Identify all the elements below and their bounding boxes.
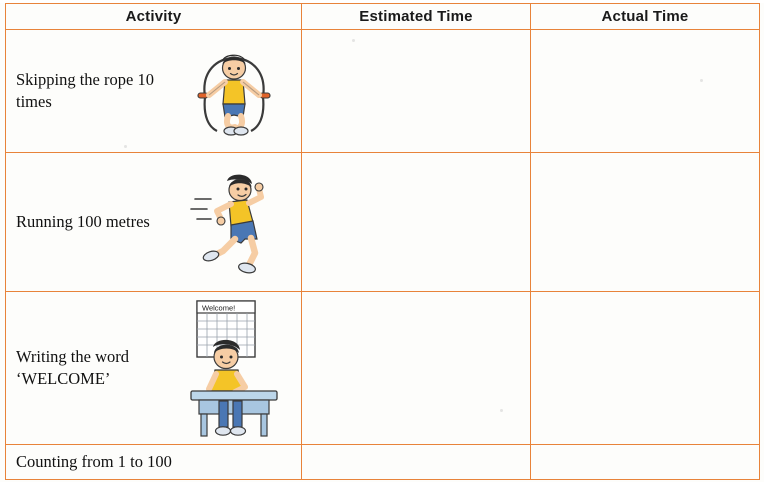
- table-row: [6, 30, 760, 153]
- activity-cell-writing: [6, 292, 302, 445]
- actual-time-cell[interactable]: [531, 153, 760, 292]
- column-header-actual-time: Actual Time: [531, 4, 760, 30]
- scan-speck: [500, 409, 503, 412]
- worksheet-page: [0, 3, 764, 482]
- activity-label: Writing the word ‘WELCOME’: [16, 346, 129, 388]
- actual-time-cell[interactable]: [531, 30, 760, 153]
- actual-time-cell[interactable]: [531, 445, 760, 480]
- table-row: [6, 153, 760, 292]
- scan-speck: [700, 79, 703, 82]
- activity-label: Running 100 metres: [16, 211, 150, 231]
- activity-label: Skipping the rope 10 times: [16, 69, 154, 111]
- boy-skipping-rope-illustration: [166, 30, 301, 152]
- activity-time-table: [5, 3, 760, 480]
- estimated-time-cell[interactable]: [302, 153, 531, 292]
- estimated-time-cell[interactable]: [302, 292, 531, 445]
- boy-running-illustration: [166, 153, 301, 291]
- scan-speck: [352, 39, 355, 42]
- activity-cell-skipping: [6, 30, 302, 153]
- activity-cell-running: [6, 153, 302, 292]
- column-header-estimated-time: Estimated Time: [302, 4, 531, 30]
- table-row: [6, 445, 760, 480]
- table-row: [6, 292, 760, 445]
- boy-writing-at-desk-illustration: [166, 292, 301, 444]
- estimated-time-cell[interactable]: [302, 30, 531, 153]
- svg-text:Welcome!: Welcome!: [201, 303, 235, 313]
- table-header-row: [6, 4, 760, 30]
- activity-cell-counting: [6, 445, 302, 480]
- activity-label: Counting from 1 to 100: [16, 451, 172, 471]
- estimated-time-cell[interactable]: [302, 445, 531, 480]
- actual-time-cell[interactable]: [531, 292, 760, 445]
- column-header-activity: Activity: [6, 4, 302, 30]
